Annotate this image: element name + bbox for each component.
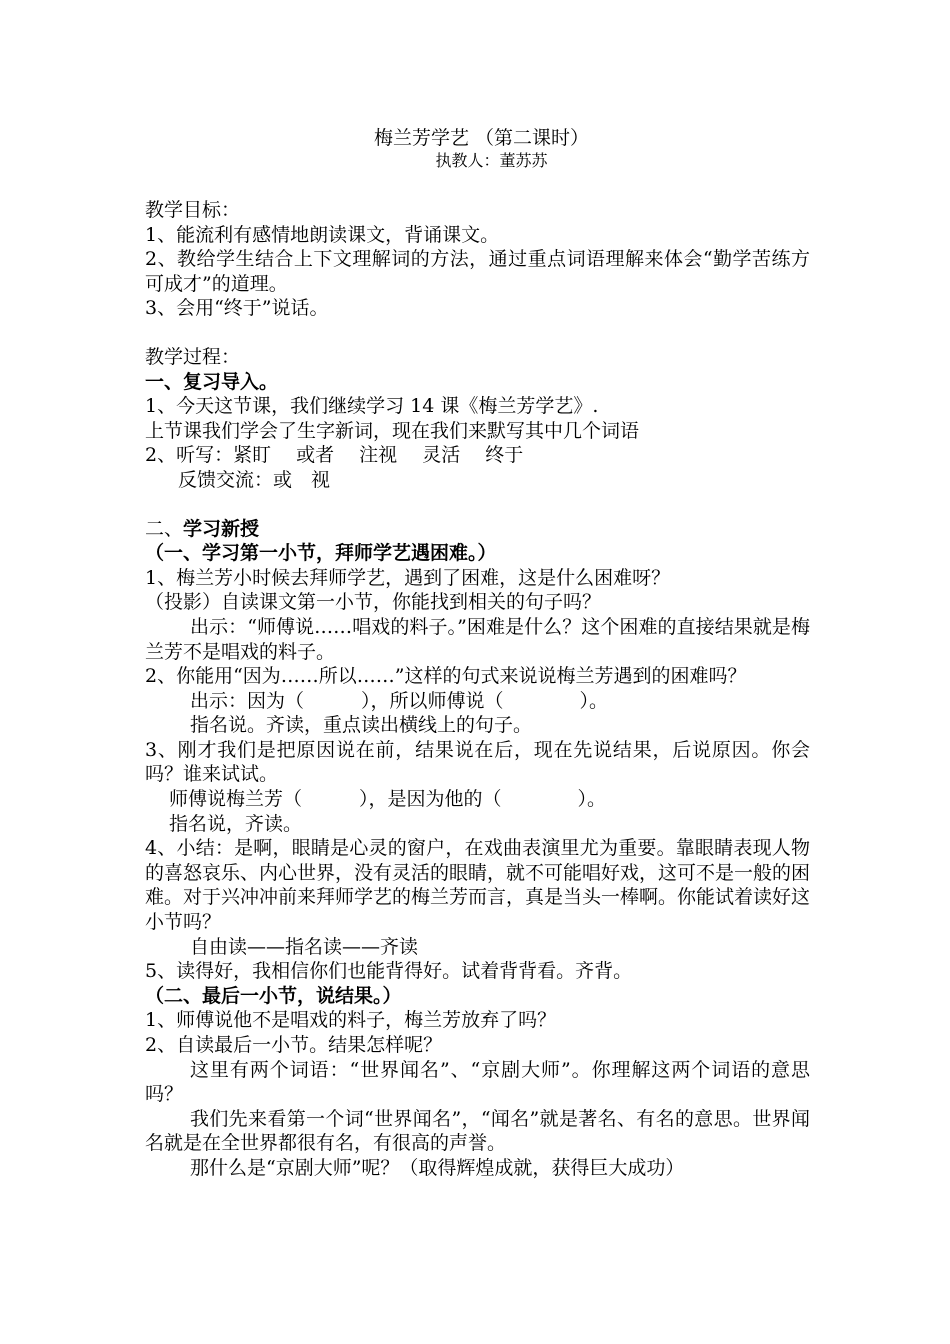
objective-item: 2、教给学生结合上下文理解词的方法，通过重点词语理解来体会“勤学苦练方可成才”的道理。 bbox=[145, 248, 810, 295]
subsection-heading: （一、学习第一小节，拜师学艺遇困难。） bbox=[145, 542, 497, 565]
objectives-heading: 教学目标： bbox=[145, 199, 241, 221]
paragraph: 反馈交流：或 视 bbox=[178, 468, 331, 491]
paragraph: 1、梅兰芳小时候去拜师学艺，遇到了困难，这是什么困难呀？ bbox=[145, 566, 671, 589]
objective-item: 3、会用“终于”说话。 bbox=[145, 297, 329, 320]
paragraph: 3、刚才我们是把原因说在前，结果说在后，现在先说结果，后说原因。你会吗？谁来试试。 bbox=[145, 738, 810, 786]
document-body bbox=[145, 126, 810, 1181]
paragraph: 我们先来看第一个词“世界闻名”，“闻名”就是著名、有名的意思。世界闻名就是在全世界都很有名，有很高的声誉。 bbox=[145, 1107, 810, 1155]
process-heading: 教学过程： bbox=[145, 345, 241, 368]
document-title: 梅兰芳学艺 （第二课时） bbox=[373, 127, 590, 149]
document-author: 执教人：董苏苏 bbox=[435, 151, 548, 170]
section-title: 学习新授 bbox=[183, 517, 260, 540]
section-heading bbox=[145, 517, 810, 542]
paragraph: 自由读——指名读——齐读 bbox=[190, 935, 419, 958]
paragraph: 出示：因为（ ），所以师傅说（ ）。 bbox=[190, 689, 609, 712]
section-number: 二、 bbox=[145, 517, 184, 540]
paragraph: 那什么是“京剧大师”呢？（取得辉煌成就，获得巨大成功） bbox=[190, 1156, 685, 1179]
paragraph: 出示：“师傅说……唱戏的料子。”困难是什么？这个困难的直接结果就是梅兰芳不是唱戏的料子。 bbox=[145, 615, 810, 663]
paragraph: 这里有两个词语：“世界闻名”、“京剧大师”。你理解这两个词语的意思吗？ bbox=[145, 1058, 810, 1106]
paragraph: 2、自读最后一小节。结果怎样呢？ bbox=[145, 1034, 443, 1056]
paragraph: 上节课我们学会了生字新词，现在我们来默写其中几个词语 bbox=[145, 419, 640, 442]
section-heading: 一、复习导入。 bbox=[145, 370, 279, 393]
paragraph: 4、小结：是啊，眼睛是心灵的窗户，在戏曲表演里尤为重要。靠眼睛表现人物的喜怒哀乐、内心世界，没有灵活的眼睛，就不可能唱好戏，这可不是一般的困难。对于兴冲冲前来拜师学艺的梅兰芳而言，真是当头一棒啊。你能试着读好这小节吗？ bbox=[145, 837, 811, 934]
paragraph: 2、听写：紧盯 或者 注视 灵活 终于 bbox=[145, 444, 524, 467]
paragraph: 指名说，齐读。 bbox=[169, 812, 303, 835]
paragraph: 1、师傅说他不是唱戏的料子，梅兰芳放弃了吗？ bbox=[145, 1009, 557, 1032]
paragraph: （投影）自读课文第一小节，你能找到相关的句子吗？ bbox=[145, 591, 602, 614]
objective-item: 1、能流利有感情地朗读课文，背诵课文。 bbox=[145, 223, 500, 246]
paragraph: 2、你能用“因为……所以……”这样的句式来说说梅兰芳遇到的困难吗？ bbox=[145, 665, 747, 688]
paragraph: 5、读得好，我相信你们也能背得好。试着背背看。齐背。 bbox=[145, 960, 633, 983]
subsection-heading: （二、最后一小节，说结果。） bbox=[145, 984, 402, 1007]
objectives-section bbox=[145, 198, 810, 321]
process-section bbox=[145, 345, 810, 1181]
paragraph: 师傅说梅兰芳（ ），是因为他的（ ）。 bbox=[169, 788, 607, 811]
paragraph: 1、今天这节课，我们继续学习 14 课《梅兰芳学艺》. bbox=[145, 395, 599, 418]
paragraph: 指名说。齐读，重点读出横线上的句子。 bbox=[190, 714, 533, 737]
